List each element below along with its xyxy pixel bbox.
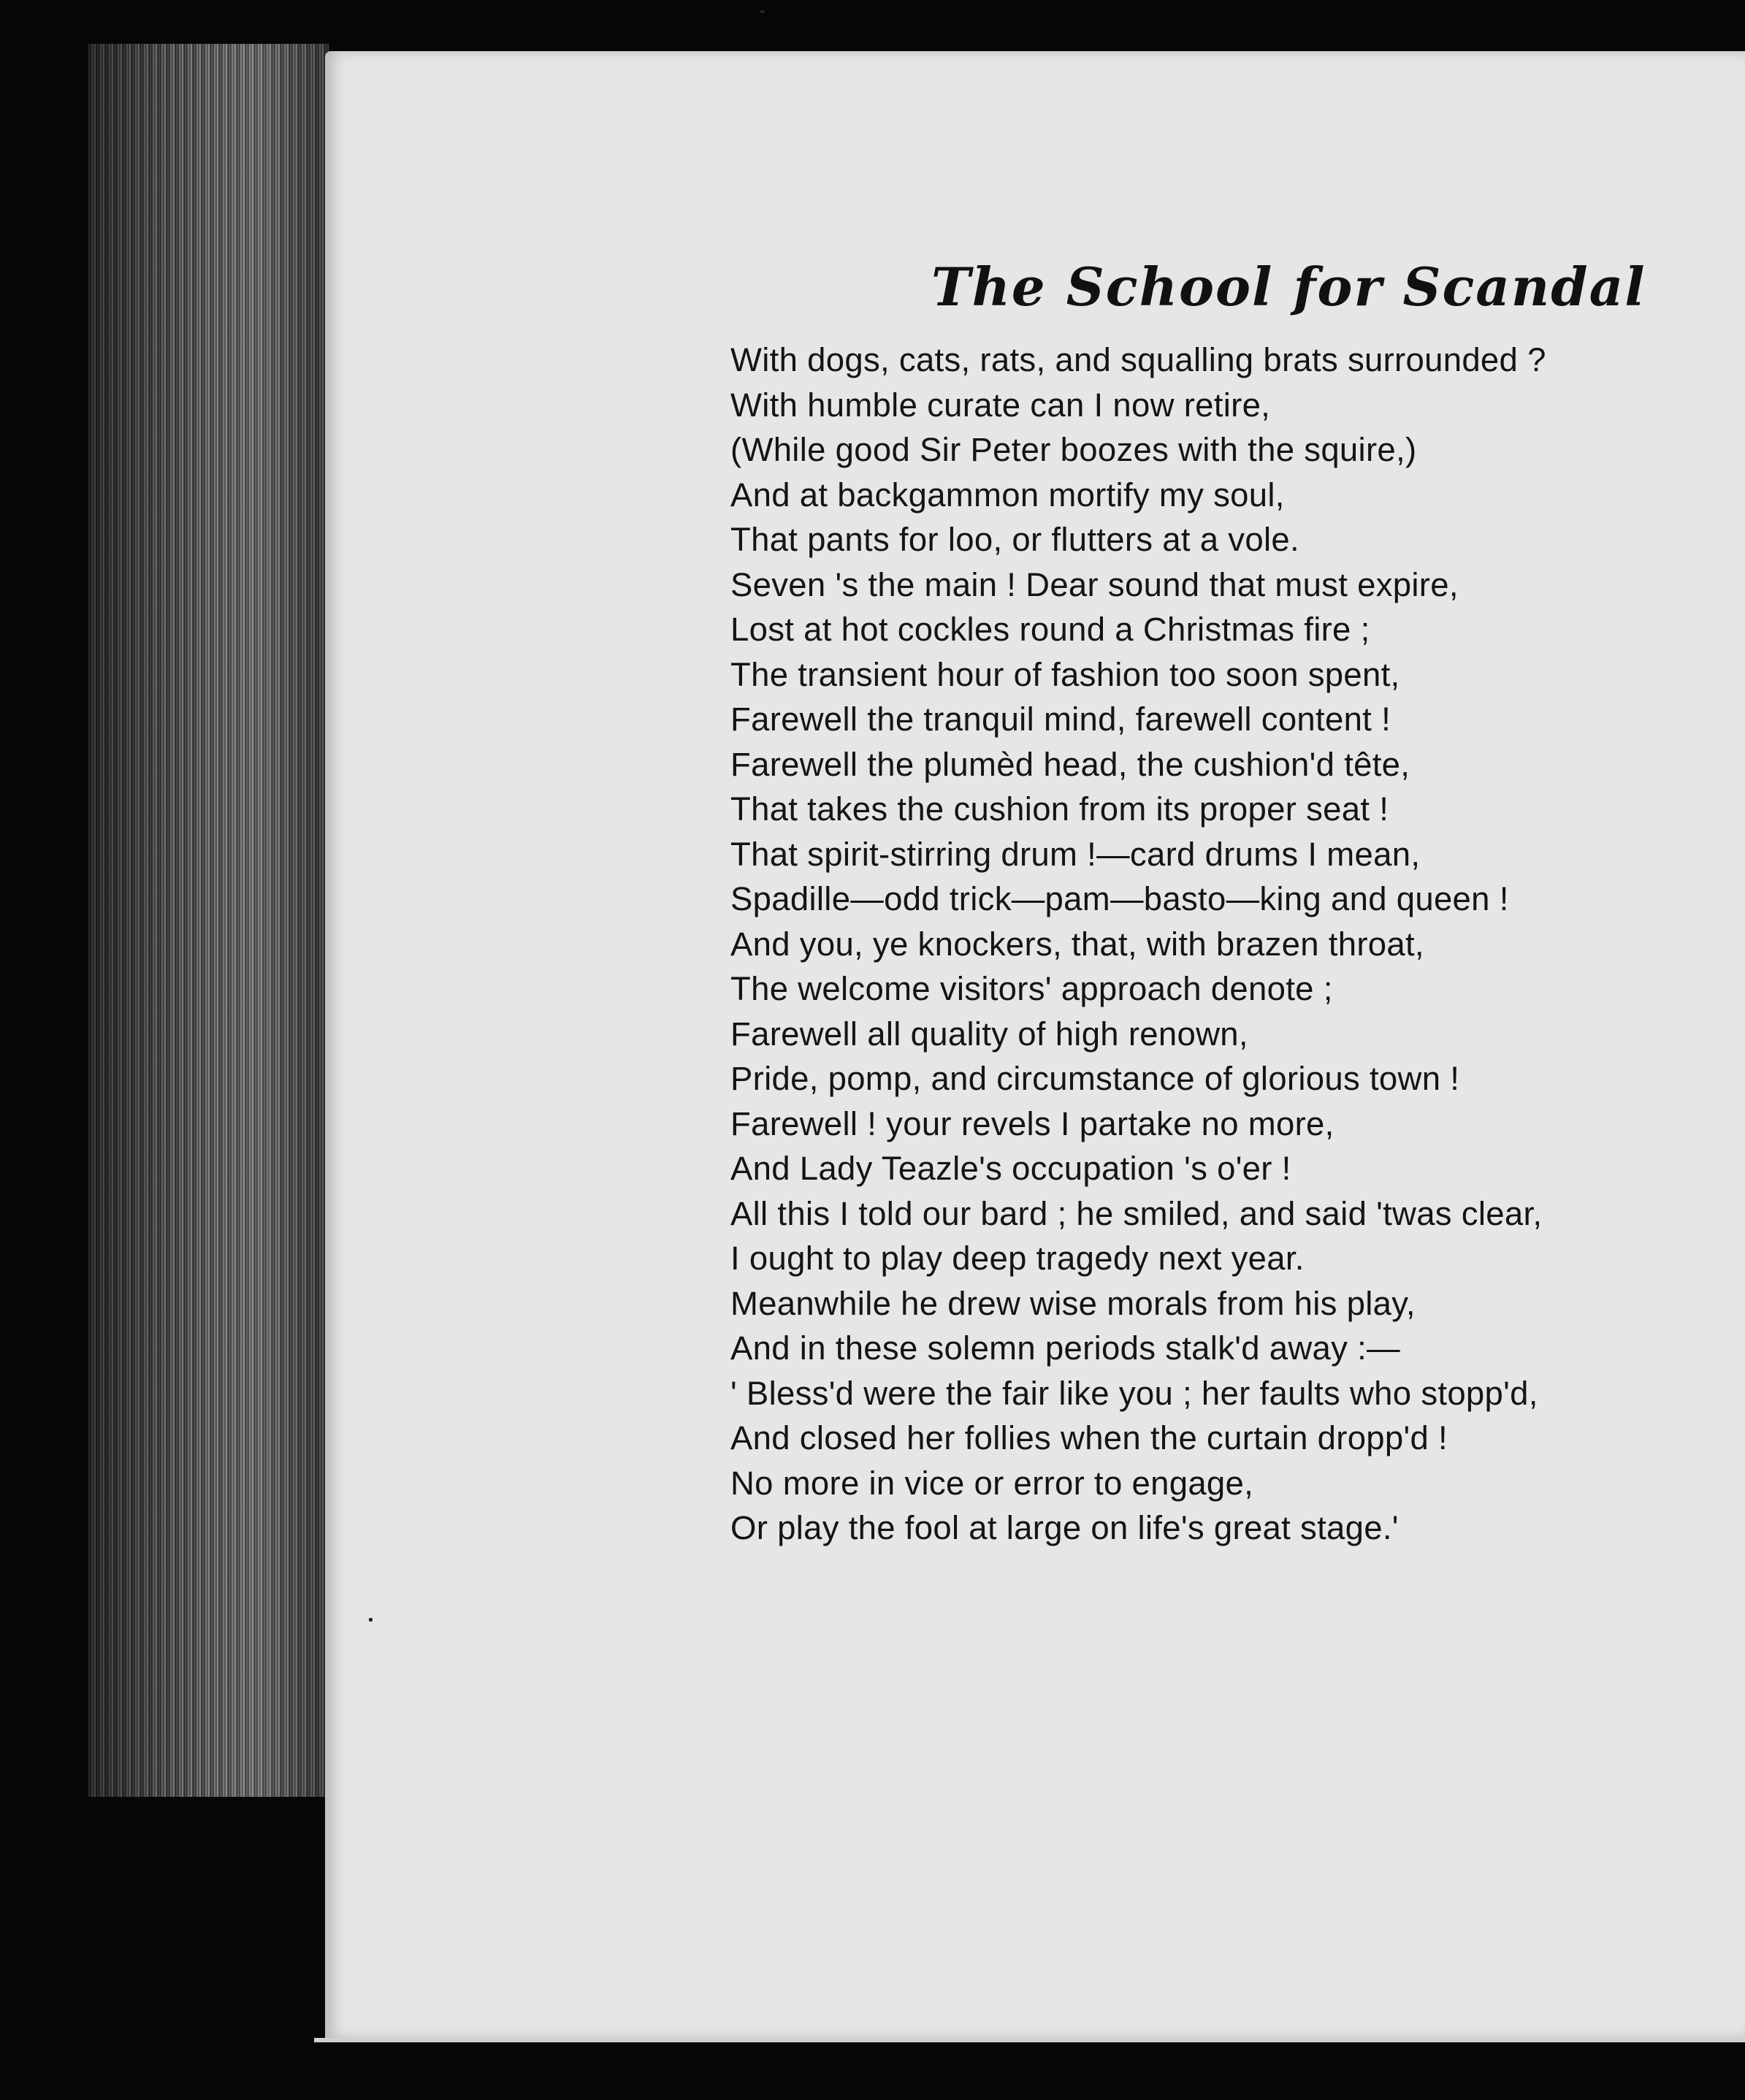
verse-line: Farewell the plumèd head, the cushion'd tête, [730, 745, 1410, 783]
page-bottom-edge [314, 2038, 1745, 2042]
verse-line: All this I told our bard ; he smiled, and said 'twas clear, [730, 1194, 1543, 1232]
verse-line: The transient hour of fashion too soon spent, [730, 655, 1400, 693]
verse-line: Farewell ! your revels I partake no more, [730, 1104, 1334, 1142]
verse-line: And Lady Teazle's occupation 's o'er ! [730, 1150, 1291, 1187]
running-head: The School for Scandal [931, 256, 1646, 318]
page-edges [88, 44, 329, 1797]
verse-line: Spadille—odd trick—pam—basto—king and queen ! [730, 880, 1509, 917]
verse-line: And you, ye knockers, that, with brazen throat, [730, 925, 1424, 963]
verse-line: With dogs, cats, rats, and squalling brats surrounded ? [730, 341, 1546, 378]
verse-line: With humble curate can I now retire, [730, 386, 1271, 424]
verse-line: Seven 's the main ! Dear sound that must expire, [730, 565, 1459, 603]
dust-speck [760, 10, 765, 13]
verse-line: No more in vice or error to engage, [730, 1464, 1254, 1502]
verse-line: Or play the fool at large on life's great stage.' [730, 1509, 1399, 1546]
verse-line: That pants for loo, or flutters at a vole. [730, 521, 1299, 558]
verse-line: Meanwhile he drew wise morals from his play, [730, 1284, 1416, 1322]
verse-line: Lost at hot cockles round a Christmas fire ; [730, 611, 1370, 648]
dust-speck [369, 1618, 373, 1622]
verse-line: (While good Sir Peter boozes with the squire,) [730, 431, 1417, 468]
verse-line: The welcome visitors' approach denote ; [730, 970, 1333, 1007]
verse-line: That takes the cushion from its proper seat ! [730, 790, 1389, 828]
verse-line: And at backgammon mortify my soul, [730, 476, 1285, 513]
verse-line: And in these solemn periods stalk'd away :— [730, 1329, 1400, 1367]
verse-line: Farewell the tranquil mind, farewell content ! [730, 700, 1391, 738]
verse-line: I ought to play deep tragedy next year. [730, 1240, 1305, 1277]
verse-line: Pride, pomp, and circumstance of glorious town ! [730, 1060, 1460, 1097]
verse-line: Farewell all quality of high renown, [730, 1015, 1248, 1053]
verse-text [730, 337, 1636, 1551]
verse-line: That spirit-stirring drum !—card drums I mean, [730, 835, 1421, 873]
verse-line: And closed her follies when the curtain dropp'd ! [730, 1419, 1448, 1456]
verse-line: ' Bless'd were the fair like you ; her faults who stopp'd, [730, 1374, 1538, 1412]
